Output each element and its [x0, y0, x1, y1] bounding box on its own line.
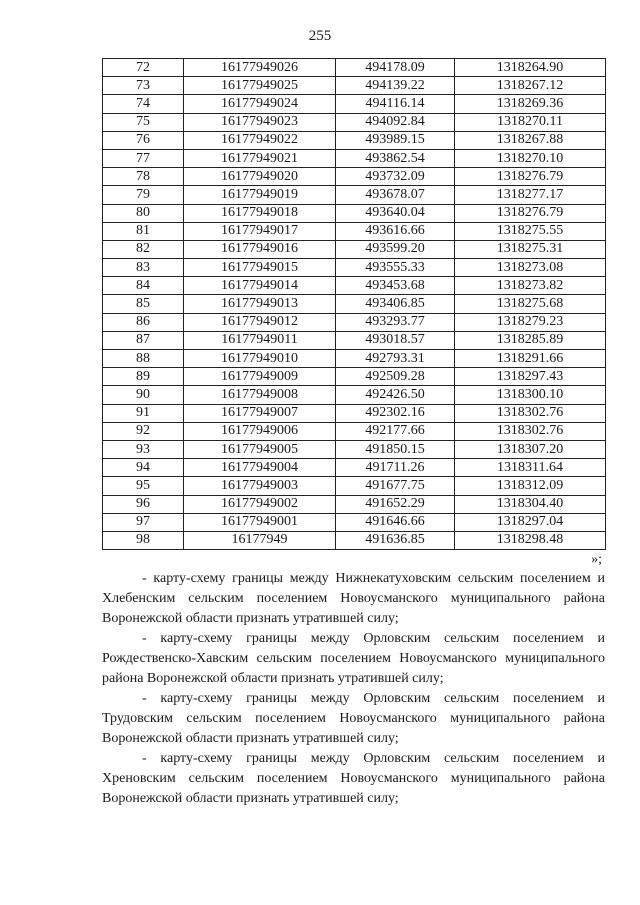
closing-quote-mark: »; [591, 552, 602, 567]
point-id-cell: 16177949014 [184, 277, 336, 295]
table-row [103, 95, 606, 113]
x-coordinate-cell: 492302.16 [336, 404, 455, 422]
table-row [103, 331, 606, 349]
point-id-cell: 16177949012 [184, 313, 336, 331]
point-number-cell: 72 [103, 59, 184, 77]
table-row [103, 259, 606, 277]
point-id-cell: 16177949026 [184, 59, 336, 77]
point-number-cell: 85 [103, 295, 184, 313]
table-row [103, 404, 606, 422]
coordinates-table-container [102, 58, 605, 550]
y-coordinate-cell: 1318302.76 [455, 422, 606, 440]
point-number-cell: 75 [103, 113, 184, 131]
table-row [103, 168, 606, 186]
coordinates-table [102, 58, 606, 550]
table-row [103, 149, 606, 167]
point-number-cell: 87 [103, 331, 184, 349]
point-number-cell: 92 [103, 422, 184, 440]
point-id-cell: 16177949002 [184, 495, 336, 513]
point-number-cell: 91 [103, 404, 184, 422]
x-coordinate-cell: 494178.09 [336, 59, 455, 77]
table-row [103, 459, 606, 477]
paragraph-1: - карту-схему границы между Нижнекатуховским сельским поселением и Хлебенским сельским поселением Новоусманского муниципального района Воронежской области признать утратившей силу; [102, 571, 605, 626]
y-coordinate-cell: 1318298.48 [455, 531, 606, 549]
point-id-cell: 16177949001 [184, 513, 336, 531]
table-row [103, 222, 606, 240]
x-coordinate-cell: 494139.22 [336, 77, 455, 95]
point-number-cell: 96 [103, 495, 184, 513]
point-number-cell: 74 [103, 95, 184, 113]
point-number-cell: 81 [103, 222, 184, 240]
point-id-cell: 16177949009 [184, 368, 336, 386]
point-number-cell: 77 [103, 149, 184, 167]
paragraph-4: - карту-схему границы между Орловским сельским поселением и Хреновским сельским поселением Новоусманского муниципального района Воронежской области признать утратившей силу; [102, 751, 605, 806]
x-coordinate-cell: 491850.15 [336, 440, 455, 458]
y-coordinate-cell: 1318277.17 [455, 186, 606, 204]
point-id-cell: 16177949011 [184, 331, 336, 349]
y-coordinate-cell: 1318267.88 [455, 131, 606, 149]
x-coordinate-cell: 492509.28 [336, 368, 455, 386]
x-coordinate-cell: 491636.85 [336, 531, 455, 549]
x-coordinate-cell: 493293.77 [336, 313, 455, 331]
point-id-cell: 16177949013 [184, 295, 336, 313]
point-id-cell: 16177949019 [184, 186, 336, 204]
x-coordinate-cell: 493678.07 [336, 186, 455, 204]
x-coordinate-cell: 492426.50 [336, 386, 455, 404]
point-id-cell: 16177949015 [184, 259, 336, 277]
x-coordinate-cell: 494116.14 [336, 95, 455, 113]
table-row [103, 368, 606, 386]
x-coordinate-cell: 493989.15 [336, 131, 455, 149]
y-coordinate-cell: 1318273.08 [455, 259, 606, 277]
point-number-cell: 86 [103, 313, 184, 331]
point-id-cell: 16177949020 [184, 168, 336, 186]
point-id-cell: 16177949005 [184, 440, 336, 458]
table-row [103, 113, 606, 131]
table-row [103, 204, 606, 222]
x-coordinate-cell: 491652.29 [336, 495, 455, 513]
point-number-cell: 98 [103, 531, 184, 549]
point-id-cell: 16177949006 [184, 422, 336, 440]
x-coordinate-cell: 493862.54 [336, 149, 455, 167]
point-id-cell: 16177949008 [184, 386, 336, 404]
x-coordinate-cell: 492793.31 [336, 350, 455, 368]
y-coordinate-cell: 1318300.10 [455, 386, 606, 404]
coordinates-table-body [103, 59, 606, 550]
x-coordinate-cell: 493555.33 [336, 259, 455, 277]
y-coordinate-cell: 1318269.36 [455, 95, 606, 113]
point-number-cell: 76 [103, 131, 184, 149]
table-row [103, 131, 606, 149]
y-coordinate-cell: 1318297.43 [455, 368, 606, 386]
point-id-cell: 16177949010 [184, 350, 336, 368]
x-coordinate-cell: 493018.57 [336, 331, 455, 349]
point-id-cell: 16177949004 [184, 459, 336, 477]
page-number: 255 [308, 28, 332, 44]
table-row [103, 350, 606, 368]
point-number-cell: 83 [103, 259, 184, 277]
table-row [103, 513, 606, 531]
y-coordinate-cell: 1318285.89 [455, 331, 606, 349]
x-coordinate-cell: 493616.66 [336, 222, 455, 240]
point-id-cell: 16177949024 [184, 95, 336, 113]
point-id-cell: 16177949023 [184, 113, 336, 131]
x-coordinate-cell: 493732.09 [336, 168, 455, 186]
x-coordinate-cell: 493406.85 [336, 295, 455, 313]
point-id-cell: 16177949016 [184, 240, 336, 258]
paragraph-2: - карту-схему границы между Орловским сельским поселением и Рождественско-Хавским сельским поселением Новоусманского муниципального района Воронежской области признать утратившей силу; [102, 631, 605, 686]
x-coordinate-cell: 494092.84 [336, 113, 455, 131]
x-coordinate-cell: 491677.75 [336, 477, 455, 495]
point-id-cell: 16177949003 [184, 477, 336, 495]
y-coordinate-cell: 1318275.55 [455, 222, 606, 240]
point-id-cell: 16177949022 [184, 131, 336, 149]
point-id-cell: 16177949 [184, 531, 336, 549]
y-coordinate-cell: 1318273.82 [455, 277, 606, 295]
y-coordinate-cell: 1318267.12 [455, 77, 606, 95]
x-coordinate-cell: 493453.68 [336, 277, 455, 295]
x-coordinate-cell: 492177.66 [336, 422, 455, 440]
table-row [103, 77, 606, 95]
table-row [103, 422, 606, 440]
y-coordinate-cell: 1318302.76 [455, 404, 606, 422]
point-number-cell: 94 [103, 459, 184, 477]
paragraph-3: - карту-схему границы между Орловским сельским поселением и Трудовским сельским поселением Новоусманского муниципального района Воронежской области признать утратившей силу; [102, 691, 605, 746]
y-coordinate-cell: 1318297.04 [455, 513, 606, 531]
point-number-cell: 82 [103, 240, 184, 258]
point-number-cell: 88 [103, 350, 184, 368]
point-number-cell: 79 [103, 186, 184, 204]
y-coordinate-cell: 1318311.64 [455, 459, 606, 477]
table-row [103, 386, 606, 404]
table-row [103, 295, 606, 313]
table-row [103, 495, 606, 513]
table-row [103, 277, 606, 295]
point-id-cell: 16177949021 [184, 149, 336, 167]
point-number-cell: 95 [103, 477, 184, 495]
y-coordinate-cell: 1318275.31 [455, 240, 606, 258]
point-id-cell: 16177949017 [184, 222, 336, 240]
x-coordinate-cell: 491711.26 [336, 459, 455, 477]
y-coordinate-cell: 1318276.79 [455, 168, 606, 186]
point-number-cell: 89 [103, 368, 184, 386]
x-coordinate-cell: 491646.66 [336, 513, 455, 531]
point-number-cell: 73 [103, 77, 184, 95]
x-coordinate-cell: 493640.04 [336, 204, 455, 222]
y-coordinate-cell: 1318270.11 [455, 113, 606, 131]
y-coordinate-cell: 1318312.09 [455, 477, 606, 495]
point-id-cell: 16177949018 [184, 204, 336, 222]
point-id-cell: 16177949025 [184, 77, 336, 95]
table-row [103, 240, 606, 258]
table-row [103, 531, 606, 549]
y-coordinate-cell: 1318270.10 [455, 149, 606, 167]
x-coordinate-cell: 493599.20 [336, 240, 455, 258]
table-row [103, 186, 606, 204]
point-number-cell: 80 [103, 204, 184, 222]
table-row [103, 440, 606, 458]
point-number-cell: 97 [103, 513, 184, 531]
table-row [103, 477, 606, 495]
y-coordinate-cell: 1318275.68 [455, 295, 606, 313]
point-number-cell: 90 [103, 386, 184, 404]
y-coordinate-cell: 1318279.23 [455, 313, 606, 331]
y-coordinate-cell: 1318291.66 [455, 350, 606, 368]
point-number-cell: 78 [103, 168, 184, 186]
table-row [103, 59, 606, 77]
point-number-cell: 84 [103, 277, 184, 295]
y-coordinate-cell: 1318304.40 [455, 495, 606, 513]
point-id-cell: 16177949007 [184, 404, 336, 422]
y-coordinate-cell: 1318276.79 [455, 204, 606, 222]
y-coordinate-cell: 1318307.20 [455, 440, 606, 458]
amendments-text [102, 569, 605, 809]
point-number-cell: 93 [103, 440, 184, 458]
table-row [103, 313, 606, 331]
y-coordinate-cell: 1318264.90 [455, 59, 606, 77]
